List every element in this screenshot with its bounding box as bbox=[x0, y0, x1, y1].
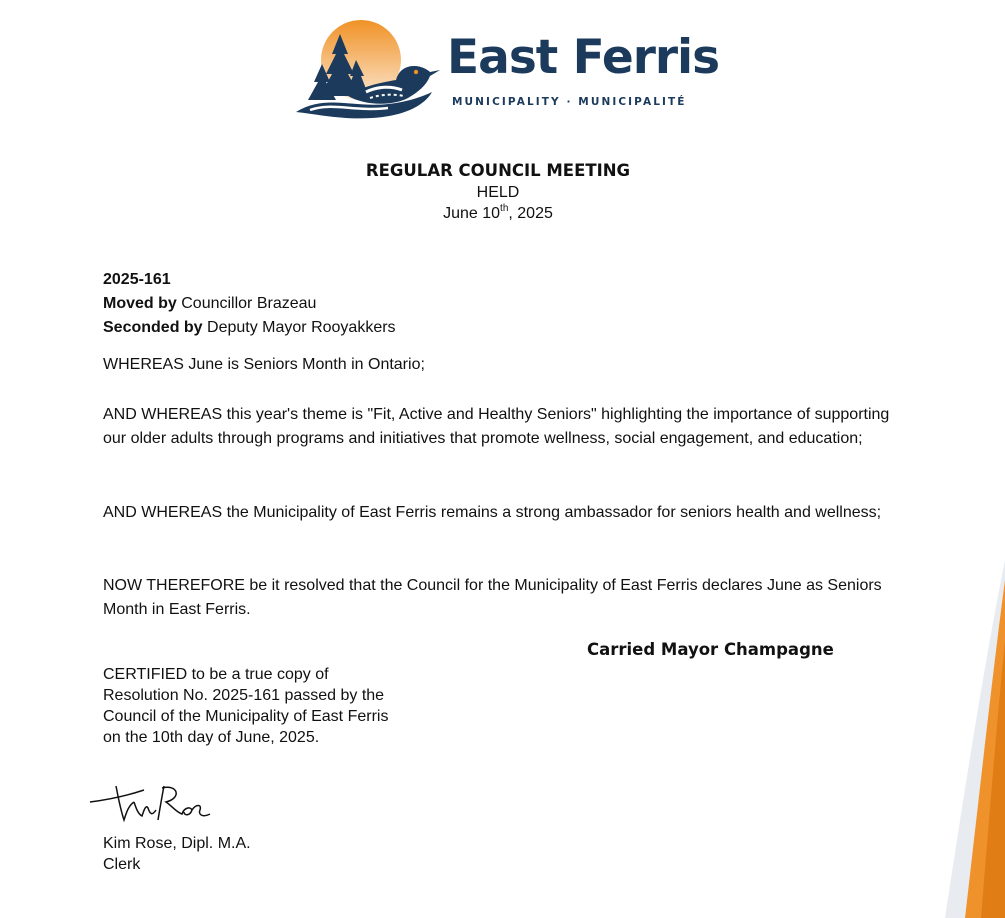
whereas-paragraph-1: WHEREAS June is Seniors Month in Ontario; bbox=[103, 356, 425, 373]
cert-line: CERTIFIED to be a true copy of bbox=[103, 666, 329, 683]
moved-by-name: Councillor Brazeau bbox=[176, 295, 317, 312]
clerk-block bbox=[103, 833, 251, 875]
meeting-date bbox=[0, 203, 996, 224]
date-suffix: , 2025 bbox=[508, 205, 553, 222]
whereas-paragraph-2: AND WHEREAS this year's theme is "Fit, Active and Healthy Seniors" highlighting the importance of supporting our older adults through programs and initiatives that promote wellness, social engagement, and education; bbox=[103, 406, 890, 447]
cert-line: Council of the Municipality of East Ferris bbox=[103, 708, 389, 725]
clerk-signature bbox=[86, 776, 216, 828]
date-ordinal: th bbox=[500, 202, 509, 214]
municipality-logo bbox=[292, 20, 722, 124]
resolution-number: 2025-161 bbox=[103, 271, 171, 288]
clerk-name: Kim Rose, Dipl. M.A. bbox=[103, 835, 251, 852]
logo-tagline: MUNICIPALITY · MUNICIPALITÉ bbox=[452, 96, 687, 108]
certification-block bbox=[103, 664, 388, 748]
seconded-by-name: Deputy Mayor Rooyakkers bbox=[202, 319, 396, 336]
clerk-title: Clerk bbox=[103, 856, 141, 873]
moved-by-line bbox=[103, 292, 396, 316]
whereas-paragraph-3: AND WHEREAS the Municipality of East Ferris remains a strong ambassador for seniors health and wellness; bbox=[103, 504, 882, 521]
resolved-paragraph: NOW THEREFORE be it resolved that the Council for the Municipality of East Ferris declares June as Seniors Month in East Ferris. bbox=[103, 577, 882, 618]
decorative-swoosh-icon bbox=[925, 0, 1005, 918]
meeting-heading bbox=[0, 160, 996, 224]
logo-wordmark: East Ferris bbox=[447, 30, 720, 85]
seconded-by-line bbox=[103, 316, 396, 340]
seconded-label: Seconded by bbox=[103, 319, 203, 336]
carried-statement: Carried Mayor Champagne bbox=[587, 640, 834, 659]
motion-block bbox=[103, 268, 396, 340]
loon-sun-logo-icon bbox=[292, 20, 442, 124]
meeting-title: REGULAR COUNCIL MEETING bbox=[365, 161, 631, 180]
meeting-held: HELD bbox=[476, 184, 520, 201]
moved-label: Moved by bbox=[103, 295, 177, 312]
cert-line: on the 10th day of June, 2025. bbox=[103, 729, 320, 746]
cert-line: Resolution No. 2025-161 passed by the bbox=[103, 687, 385, 704]
date-prefix: June 10 bbox=[443, 205, 501, 222]
